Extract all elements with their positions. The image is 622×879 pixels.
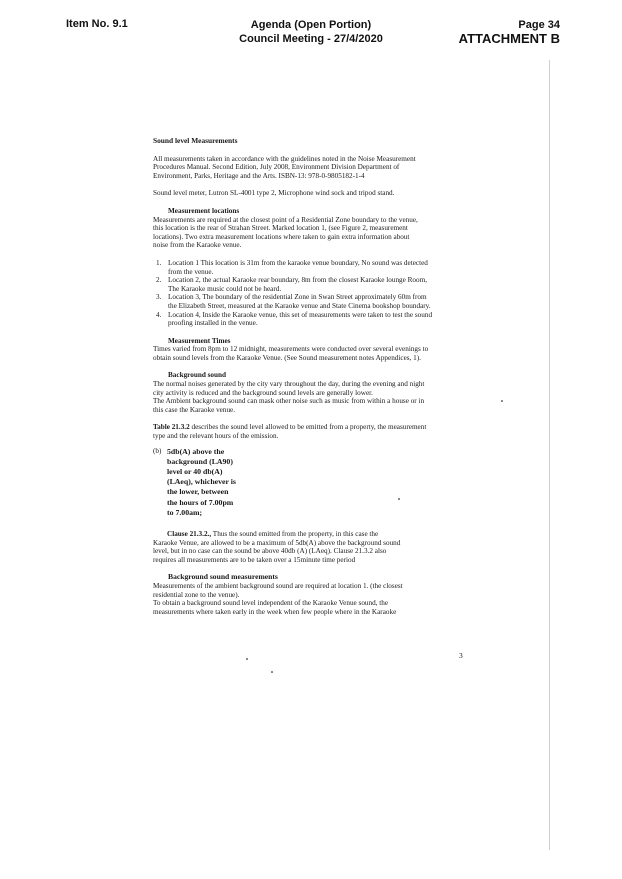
location-item <box>153 311 463 328</box>
clause-b-line: (LAeq), whichever is <box>167 477 236 487</box>
clause-b-line: background (LA90) <box>167 456 233 466</box>
location-item-number: 2. <box>156 276 162 285</box>
clause-b-line: 5db(A) above the <box>167 446 225 456</box>
scan-speck <box>501 400 503 402</box>
bg-measurements-line: Measurements of the ambient background sound are required at location 1. (the closest <box>153 582 403 591</box>
locations-line: Measurements are required at the closest point of a Residential Zone boundary to the venue, <box>153 215 418 224</box>
header-agenda-title: Agenda (Open Portion) <box>250 19 372 31</box>
scan-speck <box>398 498 400 500</box>
background-line: The Ambient background sound can mask other noise such as music from within a house or in <box>153 397 425 406</box>
clause-b-line: the lower, between <box>167 487 229 497</box>
clause-b-line: to 7.00am; <box>167 507 203 517</box>
background-line: city activity is reduced and the background sound levels are generally lower. <box>153 388 373 397</box>
locations-line: this location is the rear of Strahan Street. Marked location 1, (see Figure 2, measurement <box>153 224 408 233</box>
clause-b-line: the hours of 7.00pm <box>167 497 234 507</box>
clause-reference-text: Thus the sound emitted from the property, in this case the <box>211 530 379 539</box>
location-item-line: the Elizabeth Street, measured at the Karaoke venue and State Cinema bookshop boundary. <box>168 301 431 310</box>
background-line: The normal noises generated by the city vary throughout the day, during the evening and night <box>153 380 425 389</box>
bg-measurements-line: measurements where taken early in the week when few people where in the Karaoke <box>153 607 397 616</box>
scan-speck <box>271 671 273 673</box>
background-paragraph <box>153 380 463 414</box>
locations-line: noise from the Karaoke venue. <box>153 241 242 250</box>
header-item-number: Item No. 9.1 <box>66 18 128 30</box>
locations-paragraph <box>153 216 463 250</box>
background-line: this case the Karaoke venue. <box>153 405 236 414</box>
location-item-line: Location 3, The boundary of the residential Zone in Swan Street approximately 60m from <box>168 293 427 302</box>
clause-reference-line: requires all measurements are to be taken over a 15minute time period <box>153 555 356 564</box>
locations-heading: Measurement locations <box>168 206 240 215</box>
document-page-number: 3 <box>459 651 463 660</box>
header-meeting-date: Council Meeting - 27/4/2020 <box>239 33 383 45</box>
equipment-paragraph: Sound level meter, Lutron SL-4001 type 2, Microphone wind sock and tripod stand. <box>153 189 395 198</box>
clause-reference-label: Clause 21.3.2., <box>167 530 212 539</box>
header-attachment-label: ATTACHMENT B <box>458 31 560 46</box>
table-reference-paragraph <box>153 423 463 440</box>
table-reference-line: type and the relevant hours of the emission. <box>153 432 279 441</box>
intro-paragraph <box>153 155 463 181</box>
times-heading: Measurement Times <box>168 336 231 345</box>
clause-b <box>153 447 463 518</box>
location-item-number: 3. <box>156 293 162 302</box>
bg-measurements-line: residential zone to the venue). <box>153 590 240 599</box>
location-item-line: The Karaoke music could not be heard. <box>168 284 282 293</box>
intro-line: Environment, Parks, Heritage and the Arts. ISBN-13: 978-0-9805182-1-4 <box>153 171 365 180</box>
scanned-page-edge <box>549 60 550 850</box>
clause-b-label: (b) <box>153 446 162 455</box>
location-item-line: Location 4, Inside the Karaoke venue, this set of measurements were taken to test the sound <box>168 310 433 319</box>
clause-reference-line: level, but in no case can the sound be above 40db (A) (LAeq). Clause 21.3.2 also <box>153 547 387 556</box>
times-line: Times varied from 8pm to 12 midnight, measurements were conducted over several evenings to <box>153 345 429 354</box>
location-item-line: from the venue. <box>168 267 214 276</box>
intro-line: Procedures Manual. Second Edition, July 2008, Environment Division Department of <box>153 163 400 172</box>
location-item-line: proofing installed in the venue. <box>168 319 258 328</box>
location-item <box>153 293 463 310</box>
location-item-number: 4. <box>156 310 162 319</box>
header-page-block <box>459 18 560 46</box>
background-heading: Background sound <box>168 371 226 380</box>
bg-measurements-heading: Background sound measurements <box>168 572 278 582</box>
location-item <box>153 259 463 276</box>
clause-reference-paragraph <box>153 530 463 564</box>
location-item-line: Location 1 This location is 31m from the karaoke venue boundary, No sound was detected <box>168 258 428 267</box>
header-page-number: Page 34 <box>518 19 560 31</box>
table-reference-label: Table 21.3.2 <box>153 423 190 432</box>
table-reference-text: describes the sound level allowed to be emitted from a property, the measurement <box>189 423 427 432</box>
doc-title: Sound level Measurements <box>153 136 238 145</box>
locations-line: locations). Two extra measurement locations where taken to gain extra information about <box>153 232 410 241</box>
bg-measurements-line: To obtain a background sound level independent of the Karaoke Venue sound, the <box>153 599 389 608</box>
scan-speck <box>246 658 248 660</box>
location-item-line: Location 2, the actual Karaoke rear boundary, 8m from the closest Karaoke lounge Room, <box>168 276 427 285</box>
location-item <box>153 276 463 293</box>
bg-measurements-paragraph <box>153 582 463 616</box>
times-paragraph <box>153 345 463 362</box>
document-body <box>153 137 463 616</box>
location-item-number: 1. <box>156 258 162 267</box>
intro-line: All measurements taken in accordance with the guidelines noted in the Noise Measurement <box>153 154 416 163</box>
clause-b-text <box>167 447 277 518</box>
location-list <box>153 259 463 328</box>
clause-reference-line: Karaoke Venue, are allowed to be a maximum of 5db(A) above the background sound <box>153 538 401 547</box>
clause-b-line: level or 40 db(A) <box>167 467 223 477</box>
times-line: obtain sound levels from the Karaoke Venue. (See Sound measurement notes Appendices, 1). <box>153 353 421 362</box>
